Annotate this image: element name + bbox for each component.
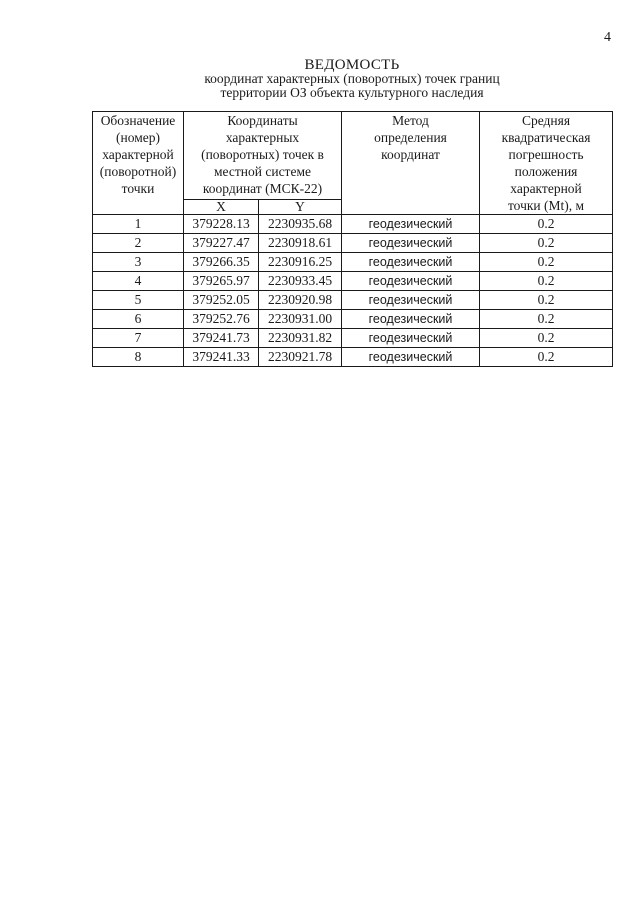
header-y: Y: [259, 199, 342, 214]
cell-y: 2230931.82: [259, 329, 342, 348]
cell-method: геодезический: [342, 253, 480, 272]
table-body: [93, 215, 613, 367]
page-number: 4: [604, 30, 611, 45]
cell-point: 1: [93, 215, 184, 234]
table-row: [93, 329, 613, 348]
cell-y: 2230918.61: [259, 234, 342, 253]
header-point-line: характерной: [102, 147, 174, 162]
header-coordinates: [184, 112, 342, 200]
document-title: [92, 58, 612, 100]
cell-x: 379241.33: [184, 348, 259, 367]
title-line-2: территории ОЗ объекта культурного наследия: [220, 85, 484, 100]
header-method-line: Метод: [392, 113, 429, 128]
header-coords-line: координат (МСК-22): [202, 181, 323, 196]
header-error-line: точки (Mt), м: [507, 198, 585, 213]
header-coords-line: местной системе: [214, 164, 311, 179]
cell-y: 2230920.98: [259, 291, 342, 310]
cell-method: геодезический: [342, 310, 480, 329]
header-point-line: точки: [121, 181, 155, 196]
cell-point: 3: [93, 253, 184, 272]
table-row: [93, 272, 613, 291]
header-coords-line: (поворотных) точек в: [201, 147, 324, 162]
table-row: [93, 215, 613, 234]
cell-x: 379265.97: [184, 272, 259, 291]
table-row: [93, 253, 613, 272]
cell-method: геодезический: [342, 234, 480, 253]
cell-error: 0.2: [480, 291, 613, 310]
cell-point: 5: [93, 291, 184, 310]
cell-error: 0.2: [480, 348, 613, 367]
table-row: [93, 348, 613, 367]
header-point: [93, 112, 184, 215]
cell-y: 2230916.25: [259, 253, 342, 272]
cell-point: 6: [93, 310, 184, 329]
cell-method: геодезический: [342, 215, 480, 234]
header-point-line: (номер): [116, 130, 160, 145]
header-error-line: положения: [514, 164, 578, 179]
cell-error: 0.2: [480, 329, 613, 348]
header-point-line: Обозначение: [100, 113, 176, 128]
cell-y: 2230935.68: [259, 215, 342, 234]
cell-x: 379228.13: [184, 215, 259, 234]
cell-x: 379241.73: [184, 329, 259, 348]
cell-x: 379227.47: [184, 234, 259, 253]
header-error-line: характерной: [510, 181, 582, 196]
cell-method: геодезический: [342, 272, 480, 291]
cell-error: 0.2: [480, 234, 613, 253]
header-coords-line: характерных: [225, 130, 300, 145]
coordinates-table: [92, 111, 613, 367]
cell-x: 379252.76: [184, 310, 259, 329]
cell-point: 4: [93, 272, 184, 291]
table-row: [93, 291, 613, 310]
cell-method: геодезический: [342, 348, 480, 367]
table-row: [93, 234, 613, 253]
cell-error: 0.2: [480, 215, 613, 234]
cell-y: 2230921.78: [259, 348, 342, 367]
header-method: [342, 112, 480, 215]
cell-error: 0.2: [480, 310, 613, 329]
cell-point: 8: [93, 348, 184, 367]
title-main: ВЕДОМОСТЬ: [304, 57, 400, 73]
header-method-line: определения: [374, 130, 447, 145]
table-row: [93, 310, 613, 329]
header-point-line: (поворотной): [99, 164, 177, 179]
title-line-1: координат характерных (поворотных) точек границ: [204, 71, 500, 86]
header-x: X: [184, 199, 259, 214]
cell-point: 7: [93, 329, 184, 348]
header-coords-line: Координаты: [227, 113, 298, 128]
cell-error: 0.2: [480, 253, 613, 272]
cell-x: 379266.35: [184, 253, 259, 272]
header-error: [480, 112, 613, 215]
cell-point: 2: [93, 234, 184, 253]
header-error-line: погрешность: [508, 147, 584, 162]
header-error-line: квадратическая: [501, 130, 591, 145]
header-row: [93, 112, 613, 200]
header-method-line: координат: [381, 147, 440, 162]
cell-y: 2230933.45: [259, 272, 342, 291]
cell-method: геодезический: [342, 291, 480, 310]
table-header: [93, 112, 613, 215]
cell-error: 0.2: [480, 272, 613, 291]
header-error-line: Средняя: [521, 113, 571, 128]
cell-x: 379252.05: [184, 291, 259, 310]
cell-method: геодезический: [342, 329, 480, 348]
cell-y: 2230931.00: [259, 310, 342, 329]
